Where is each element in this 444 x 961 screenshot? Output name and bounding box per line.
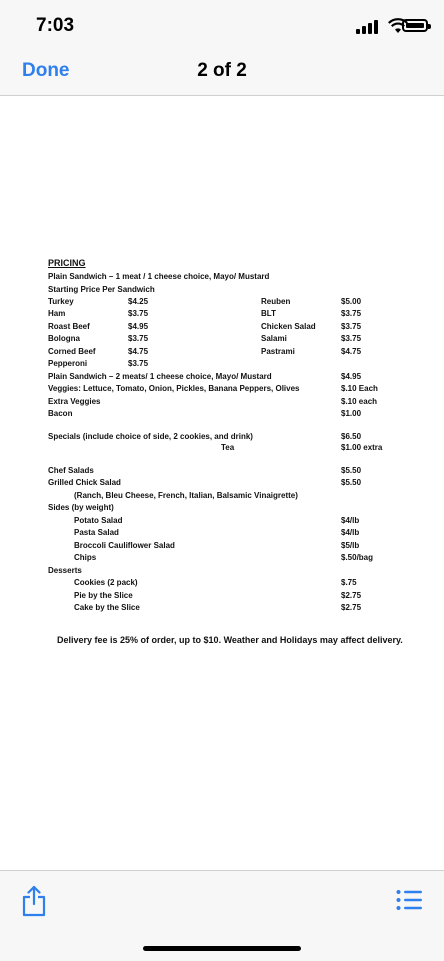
menu-item-name: Cake by the Slice bbox=[74, 603, 140, 612]
sides-heading: Sides (by weight) bbox=[48, 503, 114, 512]
menu-item-name: Corned Beef bbox=[48, 347, 96, 356]
menu-item-name: Bologna bbox=[48, 334, 80, 343]
menu-item-name: Broccoli Cauliflower Salad bbox=[74, 541, 175, 550]
menu-item-name: Plain Sandwich – 2 meats/ 1 cheese choice, Mayo/ Mustard bbox=[48, 372, 272, 381]
menu-item-name: Chicken Salad bbox=[261, 322, 316, 331]
desserts-heading: Desserts bbox=[48, 566, 82, 575]
menu-item-name: Grilled Chick Salad bbox=[48, 478, 121, 487]
menu-item-price: $3.75 bbox=[341, 309, 362, 318]
menu-item-name: Reuben bbox=[261, 297, 291, 306]
list-icon[interactable] bbox=[396, 888, 422, 912]
delivery-note: Delivery fee is 25% of order, up to $10. Weather and Holidays may affect delivery. bbox=[57, 635, 403, 645]
menu-item-price: $3.75 bbox=[341, 334, 362, 343]
menu-item-name: Pepperoni bbox=[48, 359, 88, 368]
menu-item-price: $4/lb bbox=[341, 516, 360, 525]
menu-item-price: $3.75 bbox=[341, 322, 362, 331]
pricing-heading: PRICING bbox=[48, 258, 86, 268]
menu-item-name: Pasta Salad bbox=[74, 528, 119, 537]
page-indicator: 2 of 2 bbox=[197, 60, 247, 81]
menu-item-price: $.10 each bbox=[341, 397, 378, 406]
menu-item-price: $.50/bag bbox=[341, 553, 374, 562]
menu-item-price: $5/lb bbox=[341, 541, 360, 550]
menu-item-price: $.10 Each bbox=[341, 384, 378, 393]
status-time: 7:03 bbox=[36, 15, 75, 36]
menu-item-price: $4/lb bbox=[341, 528, 360, 537]
menu-item-price: $4.25 bbox=[128, 297, 149, 306]
menu-item-name: Extra Veggies bbox=[48, 397, 101, 406]
battery-icon bbox=[402, 19, 428, 32]
done-button[interactable]: Done bbox=[22, 60, 70, 81]
menu-item-name: Veggies: Lettuce, Tomato, Onion, Pickles, Banana Peppers, Olives bbox=[48, 384, 300, 393]
specials-price: $6.50 bbox=[341, 432, 362, 441]
specials-label: Specials (include choice of side, 2 cookies, and drink) bbox=[48, 432, 253, 441]
menu-item-name: Chef Salads bbox=[48, 466, 94, 475]
status-bar bbox=[0, 0, 444, 50]
menu-item-price: $2.75 bbox=[341, 603, 362, 612]
menu-item-price: $4.95 bbox=[128, 322, 149, 331]
share-icon[interactable] bbox=[20, 885, 48, 917]
tea-price: $1.00 extra bbox=[341, 443, 383, 452]
status-icons bbox=[348, 18, 428, 36]
menu-item-name: BLT bbox=[261, 309, 276, 318]
nav-bar bbox=[0, 50, 444, 96]
menu-item-price: $3.75 bbox=[128, 309, 149, 318]
dressings-list: (Ranch, Bleu Cheese, French, Italian, Balsamic Vinaigrette) bbox=[74, 491, 298, 500]
home-indicator[interactable] bbox=[143, 946, 301, 951]
menu-item-price: $5.50 bbox=[341, 478, 362, 487]
menu-item-price: $2.75 bbox=[341, 591, 362, 600]
menu-item-name: Roast Beef bbox=[48, 322, 90, 331]
starting-price-label: Starting Price Per Sandwich bbox=[48, 285, 155, 294]
menu-item-price: $4.75 bbox=[341, 347, 362, 356]
plain-sandwich-one-meat: Plain Sandwich – 1 meat / 1 cheese choice, Mayo/ Mustard bbox=[48, 272, 270, 281]
menu-item-price: $5.50 bbox=[341, 466, 362, 475]
menu-item-name: Pie by the Slice bbox=[74, 591, 133, 600]
menu-item-price: $.75 bbox=[341, 578, 357, 587]
menu-item-name: Bacon bbox=[48, 409, 73, 418]
menu-item-name: Pastrami bbox=[261, 347, 295, 356]
menu-item-name: Chips bbox=[74, 553, 97, 562]
menu-item-price: $3.75 bbox=[128, 359, 149, 368]
cellular-signal-icon bbox=[356, 18, 380, 34]
menu-item-name: Cookies (2 pack) bbox=[74, 578, 138, 587]
menu-item-price: $4.75 bbox=[128, 347, 149, 356]
tea-label: Tea bbox=[221, 443, 235, 452]
menu-item-price: $3.75 bbox=[128, 334, 149, 343]
document-page[interactable] bbox=[0, 96, 444, 870]
menu-item-price: $4.95 bbox=[341, 372, 362, 381]
menu-item-price: $1.00 bbox=[341, 409, 362, 418]
menu-item-name: Ham bbox=[48, 309, 66, 318]
menu-item-price: $5.00 bbox=[341, 297, 362, 306]
menu-item-name: Potato Salad bbox=[74, 516, 123, 525]
menu-item-name: Salami bbox=[261, 334, 287, 343]
menu-item-name: Turkey bbox=[48, 297, 74, 306]
